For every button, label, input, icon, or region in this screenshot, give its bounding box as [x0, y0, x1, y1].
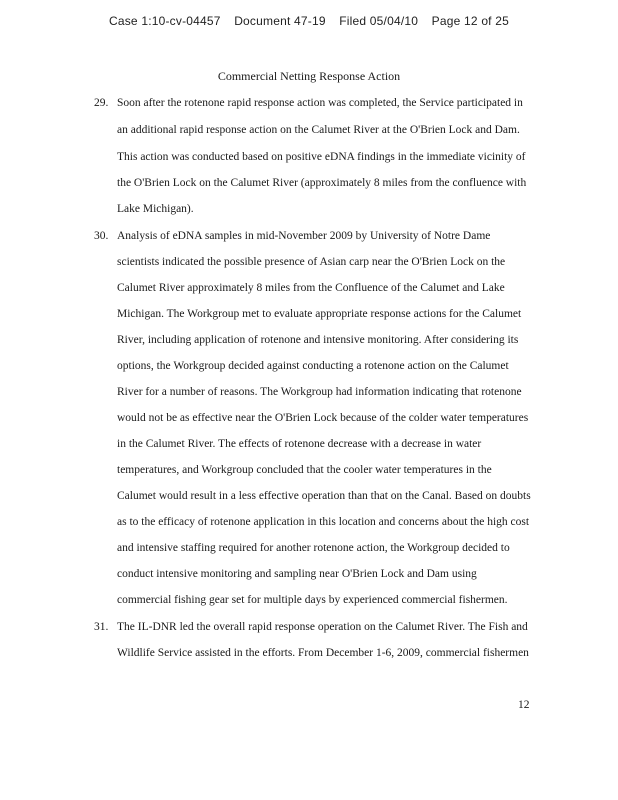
- paragraph-line: River for a number of reasons. The Workgroup had information indicating that rotenone: [117, 386, 522, 398]
- paragraph-line: commercial fishing gear set for multiple days by experienced commercial fishermen.: [117, 594, 508, 606]
- paragraph-line: would not be as effective near the O'Brien Lock because of the colder water temperatures: [117, 412, 529, 424]
- paragraph-line: Michigan. The Workgroup met to evaluate appropriate response actions for the Calumet: [117, 308, 522, 320]
- paragraph-line: in the Calumet River. The effects of rotenone decrease with a decrease in water: [117, 438, 482, 450]
- paragraph-line: Analysis of eDNA samples in mid-November 2009 by University of Notre Dame: [117, 230, 491, 242]
- paragraph-line: and intensive staffing required for another rotenone action, the Workgroup decided to: [117, 542, 510, 554]
- paragraph-line: Calumet would result in a less effective operation than that on the Canal. Based on doubts: [117, 490, 531, 502]
- document-number: Document 47-19: [234, 14, 326, 28]
- page-number: 12: [518, 699, 530, 711]
- paragraph-line: the O'Brien Lock on the Calumet River (approximately 8 miles from the confluence with: [117, 177, 527, 189]
- paragraph-line: Wildlife Service assisted in the efforts. From December 1-6, 2009, commercial fishermen: [117, 647, 529, 659]
- section-title: Commercial Netting Response Action: [217, 69, 401, 83]
- paragraph-line: Calumet River approximately 8 miles from the Confluence of the Calumet and Lake: [117, 282, 505, 294]
- paragraph-number: 29.: [94, 97, 109, 109]
- paragraph-line: The IL-DNR led the overall rapid response operation on the Calumet River. The Fish and: [117, 621, 528, 633]
- paragraph-line: options, the Workgroup decided against conducting a rotenone action on the Calumet: [117, 360, 509, 372]
- paragraph-line: Soon after the rotenone rapid response action was completed, the Service participated in: [117, 97, 523, 109]
- paragraph-line: This action was conducted based on positive eDNA findings in the immediate vicinity of: [117, 151, 526, 163]
- case-number: Case 1:10-cv-04457: [108, 14, 221, 28]
- paragraph-line: conduct intensive monitoring and sampling near O'Brien Lock and Dam using: [117, 568, 477, 580]
- paragraph-line: Lake Michigan).: [117, 203, 194, 215]
- paragraph-line: River, including application of rotenone and intensive monitoring. After considering its: [117, 334, 519, 346]
- filed-date: Filed 05/04/10: [339, 14, 419, 28]
- paragraph-line: scientists indicated the possible presence of Asian carp near the O'Brien Lock on the: [117, 256, 506, 268]
- paragraph-line: as to the efficacy of rotenone application in this location and concerns about the high cost: [117, 516, 530, 528]
- paragraph-number: 30.: [94, 230, 109, 242]
- paragraph-line: temperatures, and Workgroup concluded that the cooler water temperatures in the: [117, 464, 492, 476]
- paragraph-number: 31.: [94, 621, 109, 633]
- case-header: [0, 14, 618, 28]
- page-of-total: Page 12 of 25: [431, 14, 510, 28]
- paragraph-line: an additional rapid response action on the Calumet River at the O'Brien Lock and Dam.: [117, 124, 520, 136]
